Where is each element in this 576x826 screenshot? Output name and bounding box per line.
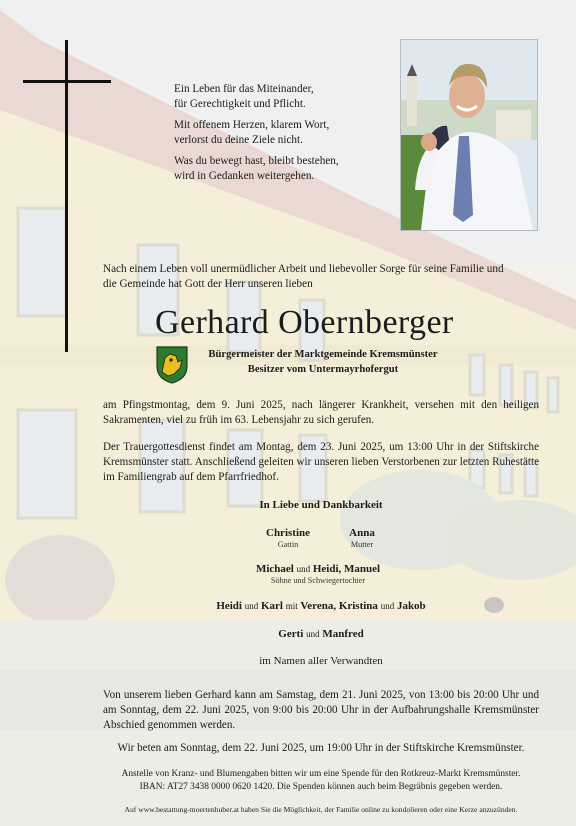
donation-line: Anstelle von Kranz- und Blumengaben bitten wir um eine Spende für den Rotkreuz-Markt Kremsmünster. [121,769,521,779]
poem-line: für Gerechtigkeit und Pflicht. [174,97,306,110]
family-role: Mutter [350,540,374,549]
family-line-heidi-karl [103,600,539,612]
intro-line: Nach einem Leben voll unermüdlicher Arbeit und liebevoller Sorge für seine Familie und [103,263,504,275]
cross-vertical-beam [65,40,68,352]
poem [174,82,394,190]
footer-note: Auf www.bestattung-moertenhuber.at haben Sie die Möglichkeit, der Familie online zu kondolieren oder eine Kerze anzuzünden. [124,805,518,814]
name-part: Manfred [322,628,364,640]
name-part: Karl [260,600,283,612]
name-part: Heidi, Manuel [312,563,381,575]
donation-line: IBAN: AT27 3438 0000 0620 1420. Die Spenden können auch beim Begräbnis gegeben werden. [139,782,503,792]
family-name: Christine [266,527,310,539]
family-line-gerti-manfred [103,628,539,640]
portrait-photo [400,39,538,231]
family-member-christine [248,527,328,549]
connector-word: mit [285,601,298,611]
poem-line: Was du bewegt hast, bleibt bestehen, [174,155,339,167]
poem-stanza [174,154,394,183]
poem-stanza [174,118,394,147]
roles [190,348,456,377]
relatives-line: im Namen aller Verwandten [259,655,383,667]
viewing-notice: Von unserem lieben Gerhard kann am Samstag, dem 21. Juni 2025, von 13:00 bis 20:00 Uhr und am Sonntag, dem 22. Juni 2025, von 9:00 bis 20:00 Uhr in der Aufbahrungshalle Kremsmünster Abschied genommen werden. [103,689,539,731]
name-part: Michael [255,563,294,575]
love-heading: In Liebe und Dankbarkeit [259,499,383,511]
family-name: Anna [349,527,375,539]
family-member-michael-heidi [203,563,433,585]
prayer-notice: Wir beten am Sonntag, dem 22. Juni 2025, um 19:00 Uhr in der Stiftskirche Kremsmünster. [117,742,525,754]
poem-line: verlorst du deine Ziele nicht. [174,133,303,146]
name-part: Jakob [396,600,426,612]
role-line: Bürgermeister der Marktgemeinde Kremsmünster [208,349,438,360]
poem-stanza [174,82,394,111]
connector-word: und [244,601,259,611]
poem-line: Mit offenem Herzen, klarem Wort, [174,119,330,131]
name-part: Gerti [278,628,304,640]
poem-line: wird in Gedanken weitergehen. [174,169,315,182]
poem-line: Ein Leben für das Miteinander, [174,83,314,95]
family-name [203,563,433,575]
family-member-anna [322,527,402,549]
name-part: Heidi [216,600,242,612]
connector-word: und [306,629,320,639]
intro-text [103,262,539,292]
name-part: Verena, Kristina [300,600,378,612]
death-notice: am Pfingstmontag, dem 9. Juni 2025, nach längerer Krankheit, versehen mit den heiligen Sakramenten, viel zu früh im 63. Lebensjahr zu sich gerufen. [103,399,539,426]
connector-word: und [296,564,311,574]
role-line: Besitzer vom Untermayrhofergut [247,363,399,375]
portrait-illustration [401,40,537,230]
funeral-notice: Der Trauergottesdienst findet am Montag, dem 23. Juni 2025, um 13:00 Uhr in der Stiftskirche Kremsmünster statt. Anschließend geleiten wir unseren lieben Verstorbenen zur letzten Ruhestätte im Familiengrab auf dem Pfarrfriedhof. [103,441,539,483]
donation-notice [103,768,539,794]
coat-of-arms-icon [156,346,188,384]
cross-horizontal-beam [23,80,111,83]
family-role: Söhne und Schwiegertochter [270,576,366,585]
deceased-name: Gerhard Obernberger [155,304,454,341]
family-role: Gattin [277,540,299,549]
intro-line: die Gemeinde hat Gott der Herr unseren lieben [103,278,313,290]
connector-word: und [380,601,395,611]
